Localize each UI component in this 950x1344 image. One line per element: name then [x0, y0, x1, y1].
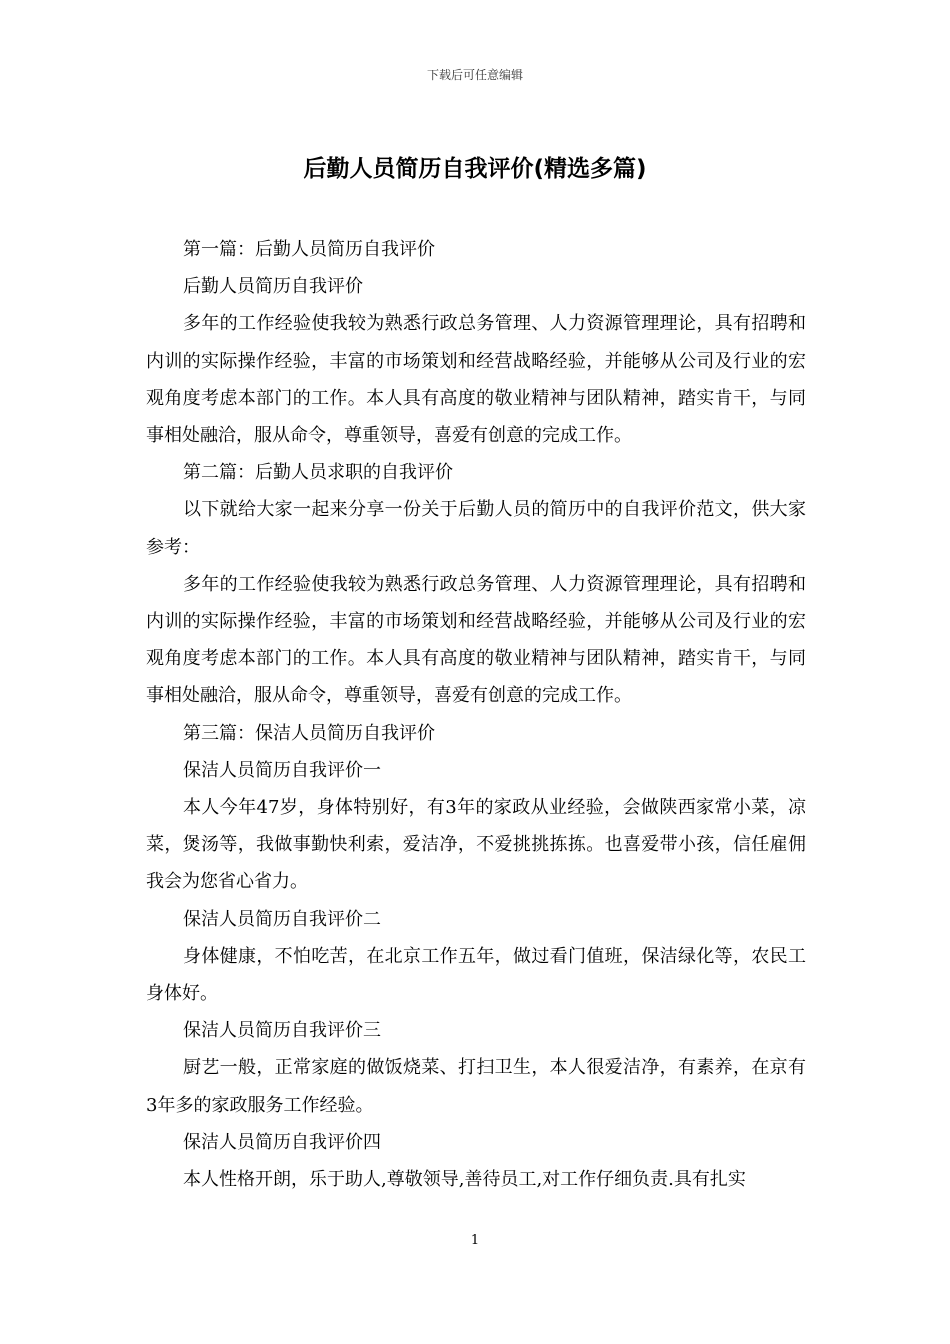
subheading: 保洁人员简历自我评价三 — [183, 1020, 381, 1042]
body-paragraph: 身体健康，不怕吃苦，在北京工作五年，做过看门值班，保洁绿化等，农民工身体好。 — [146, 945, 806, 1005]
body-paragraph: 以下就给大家一起来分享一份关于后勤人员的简历中的自我评价范文，供大家参考： — [146, 499, 806, 558]
section-heading: 第二篇：后勤人员求职的自我评价 — [183, 462, 453, 484]
subheading: 保洁人员简历自我评价一 — [183, 759, 381, 781]
page-number: 1 — [470, 1233, 480, 1248]
document-title: 后勤人员简历自我评价(精选多篇) — [303, 156, 647, 182]
subheading: 保洁人员简历自我评价四 — [183, 1131, 381, 1153]
body-paragraph: 本人今年47岁，身体特别好，有3年的家政从业经验，会做陕西家常小菜，凉菜，煲汤等，我做事勤快利索，爱洁净，不爱挑挑拣拣。也喜爱带小孩，信任雇佣我会为您省心省力。 — [146, 797, 806, 893]
subheading: 保洁人员简历自我评价二 — [183, 908, 381, 930]
subheading: 后勤人员简历自我评价 — [183, 276, 363, 298]
section-heading: 第三篇：保洁人员简历自我评价 — [183, 722, 435, 744]
body-paragraph: 多年的工作经验使我较为熟悉行政总务管理、人力资源管理理论，具有招聘和内训的实际操作经验，丰富的市场策划和经营战略经验，并能够从公司及行业的宏观角度考虑本部门的工作。本人具有高度的敬业精神与团队精神，踏实肯干，与同事相处融洽，服从命令，尊重领导，喜爱有创意的完成工作。 — [146, 313, 806, 447]
section-heading: 第一篇：后勤人员简历自我评价 — [183, 239, 435, 260]
body-paragraph: 厨艺一般，正常家庭的做饭烧菜、打扫卫生，本人很爱洁净，有素养，在京有3年多的家政服务工作经验。 — [146, 1057, 806, 1116]
body-paragraph: 本人性格开朗，乐于助人,尊敬领导,善待员工,对工作仔细负责.具有扎实 — [183, 1169, 746, 1191]
body-paragraph: 多年的工作经验使我较为熟悉行政总务管理、人力资源管理理论，具有招聘和内训的实际操作经验，丰富的市场策划和经营战略经验，并能够从公司及行业的宏观角度考虑本部门的工作。本人具有高度的敬业精神与团队精神，踏实肯干，与同事相处融洽，服从命令，尊重领导，喜爱有创意的完成工作。 — [146, 573, 806, 707]
page-header-note: 下载后可任意编辑 — [426, 68, 523, 82]
document-body — [146, 231, 806, 1198]
